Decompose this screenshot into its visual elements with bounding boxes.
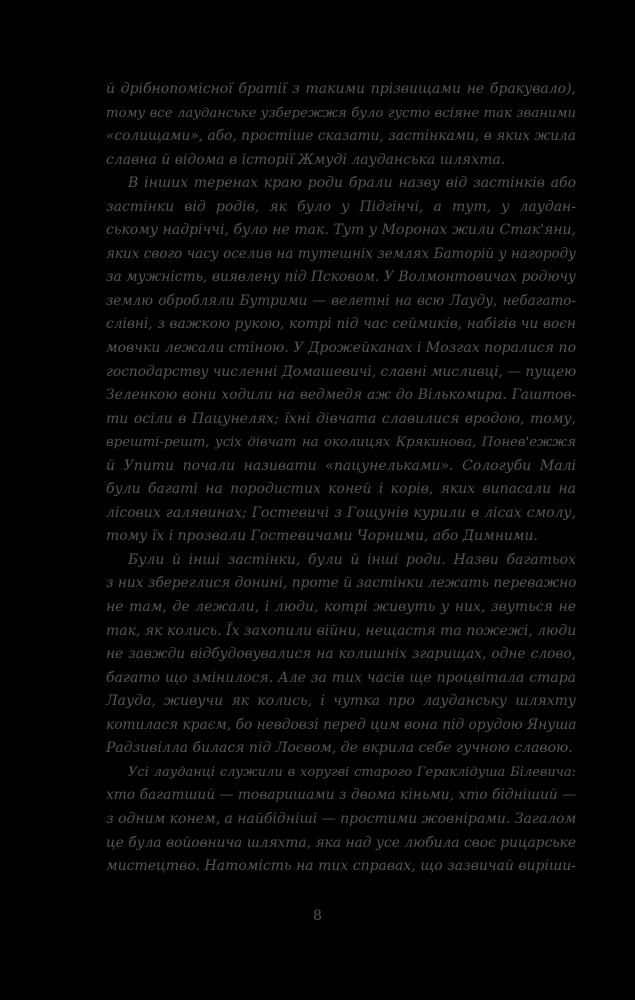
text-line: землю обробляли Бутрими — велетні на всю Лауду, небагато- xyxy=(106,292,576,309)
text-line: Зеленкою вони ходили на ведмедя аж до Вількомира. Гаштов- xyxy=(106,387,576,404)
text-line: лісових галявинах; Гостевичі з Гощунів курили в лісах смолу, xyxy=(106,504,576,521)
text-line: не там, де лежали, і люди, котрі живуть у них, звуться не xyxy=(106,599,576,616)
text-line: з одним конем, а найбідніші — простими жовнірами. Загалом xyxy=(106,810,577,827)
text-line: Лауда, живучи як колись, і чутка про лауданську шляхту xyxy=(106,693,576,710)
text-line: ському надріччі, було не так. Тут у Моронах жили Стак'яни, xyxy=(106,222,576,239)
text-line: «солищами», або, простіше сказати, застінками, в яких жила xyxy=(106,128,576,145)
page-number: 8 xyxy=(313,908,322,924)
text-line: Радзивілла билася під Лоєвом, де вкрила себе гучною славою. xyxy=(106,740,573,757)
text-line: це була войовнича шляхта, яка над усе любила своє рицарське xyxy=(106,834,576,851)
text-line: з них збереглися донині, проте й застінки лежать переважно xyxy=(106,575,577,592)
body-text xyxy=(106,78,576,879)
text-line: за мужність, виявлену під Псковом. У Волмонтовичах родючу xyxy=(106,269,576,286)
text-line: й дрібнопомісної братії з такими прізвищами не бракувало), xyxy=(106,81,576,97)
text-line: хто багатший — товаришами з двома кіньми, хто бідніший — xyxy=(106,787,576,804)
text-line: Усі лауданці служили в хоругві старого Гераклідуша Білевича: xyxy=(128,764,576,780)
text-line: Були й інші застінки, були й інші роди. Назви багатьох xyxy=(128,551,576,568)
text-line: господарству численні Домашевичі, славні мисливці, — пущею xyxy=(106,363,577,380)
text-line: ти осіли в Пацунелях; їхні дівчата славилися вродою, тому, xyxy=(106,410,576,427)
text-line: не завжди відбудовувалися на колишніх згарищах, одне слово, xyxy=(106,646,576,663)
text-line: мистецтво. Натомість на тих справах, що зазвичай виріши- xyxy=(106,858,577,875)
text-line: яких свого часу оселив на тутешніх землях Баторій у нагороду xyxy=(106,245,576,262)
text-line: В інших теренах краю роди брали назву від застінків або xyxy=(128,175,576,192)
text-line: були багаті на породистих коней і корів, яких випасали на xyxy=(106,481,576,498)
text-line: багато що змінилося. Але за тих часів ще процвітала стара xyxy=(106,669,576,686)
text-line: й Упити почали називати «пацунельками». Сологуби Малі xyxy=(106,457,576,474)
text-line: застінки від родів, як було у Підгінчі, а тут, у лаудан- xyxy=(106,198,576,215)
text-line: котилася краєм, бо невдовзі перед цим вона під орудою Януша xyxy=(106,716,577,733)
text-line: так, як колись. Їх захопили війни, нещастя та пожежі, люди xyxy=(106,622,577,639)
text-line: тому все лауданське узбережжя було густо всіяне так званими xyxy=(106,105,576,121)
text-line: слівні, з важкою рукою, котрі під час сеймиків, набігів чи воєн xyxy=(106,316,576,333)
text-line: мовчки лежали стіною. У Дрожейканах і Мозгах поралися по xyxy=(106,340,576,357)
text-line: врешті-решт, усіх дівчат на околицях Крякинова, Понев'ежжя xyxy=(106,435,576,451)
text-line: тому їх і прозвали Гостевичами Чорними, або Димними. xyxy=(106,528,539,545)
text-line: славна й відома в історії Жмуді лауданська шляхта. xyxy=(106,151,506,168)
